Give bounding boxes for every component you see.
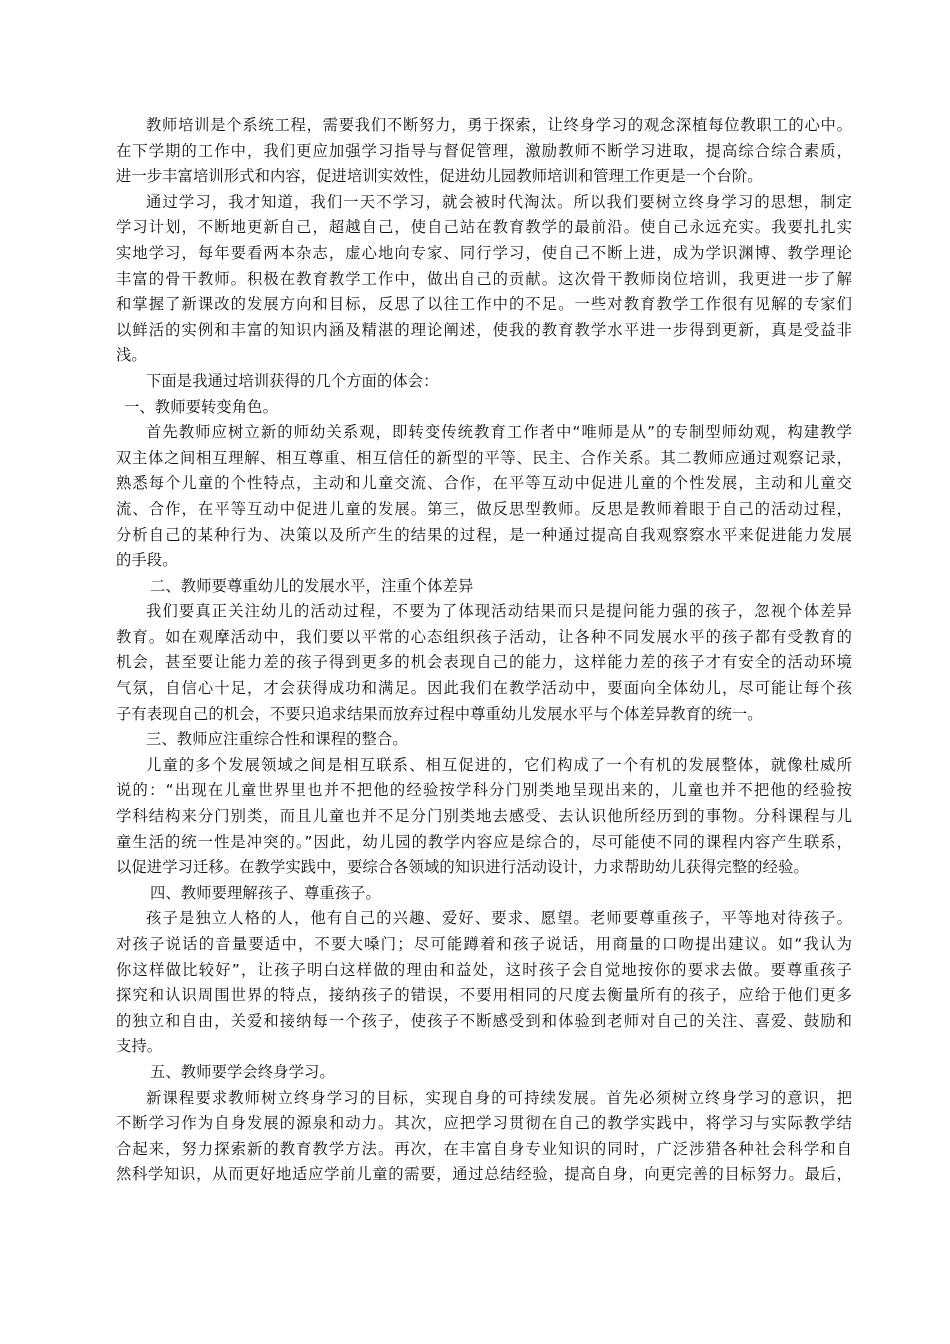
- text-line: 对孩子说话的音量要适中，不要大嗓门；尽可能蹲着和孩子说话，用商量的口吻提出建议。如“我认为: [116, 935, 852, 953]
- text-line: 和掌握了新课改的发展方向和目标，反思了以往工作中的不足。一些对教育教学工作很有见解的专家们: [116, 295, 852, 314]
- text-line: 气氛，自信心十足，才会获得成功和满足。因此我们在教学活动中，要面向全体幼儿，尽可能让每个孩: [116, 679, 852, 698]
- text-line: 双主体之间相互理解、相互尊重、相互信任的新型的平等、民主、合作关系。其二教师应通过观察记录，: [116, 448, 852, 467]
- text-line: 儿童的多个发展领域之间是相互联系、相互促进的，它们构成了一个有机的发展整体，就像杜威所: [146, 755, 852, 774]
- text-line: 流、合作，在平等互动中促进儿童的发展。第三，做反思型教师。反思是教师着眼于自己的活动过程，: [116, 499, 852, 518]
- text-line: 教育。如在观摩活动中，我们要以平常的心态组织孩子活动，让各种不同发展水平的孩子都有受教育的: [116, 627, 852, 646]
- text-line: 熟悉每个儿童的个性特点，主动和儿童交流、合作，在平等互动中促进儿童的个性发展，主动和儿童交: [116, 474, 852, 493]
- text-line: 支持。: [116, 1037, 163, 1056]
- text-line: 的独立和自由，关爱和接纳每一个孩子，使孩子不断感受到和体验到老师对自己的关注、喜爱、鼓励和: [116, 1011, 852, 1030]
- text-line: 的手段。: [116, 551, 178, 570]
- text-line: 说的：“出现在儿童世界里也并不把他的经验按学科分门别类地呈现出来的，儿童也并不把他的经验按: [116, 781, 852, 800]
- text-line: 我们要真正关注幼儿的活动过程，不要为了体现活动结果而只是提问能力强的孩子，忽视个体差异: [146, 602, 852, 621]
- text-line: 下面是我通过培训获得的几个方面的体会：: [146, 371, 439, 390]
- text-line: 你这样做比较好”，让孩子明白这样做的理由和益处，这时孩子会自觉地按你的要求去做。要尊重孩子: [116, 960, 852, 979]
- document-page: [116, 113, 852, 1188]
- text-line: 以鲜活的实例和丰富的知识内涵及精湛的理论阐述，使我的教育教学水平进一步得到更新，真是受益非: [116, 320, 852, 339]
- text-line: 合起来，努力探索新的教育教学方法。再次，在丰富自身专业知识的同时，广泛涉猎各种社会科学和自: [116, 1139, 852, 1158]
- text-line: 丰富的骨干教师。积极在教育教学工作中，做出自己的贡献。这次骨干教师岗位培训，我更进一步了解: [116, 269, 852, 288]
- text-line: 首先教师应树立新的师幼关系观，即转变传统教育工作者中“唯师是从”的专制型师幼观，构建教学: [146, 423, 852, 442]
- text-line: 童生活的统一性是冲突的。”因此，幼儿园的教学内容应是综合的，尽可能使不同的课程内容产生联系，: [116, 832, 852, 851]
- text-line: 在下学期的工作中，我们更应加强学习指导与督促管理，激励教师不断学习进取，提高综合综合素质，: [116, 141, 852, 160]
- text-line: 以促进学习迁移。在教学实践中，要综合各领域的知识进行活动设计，力求帮助幼儿获得完整的经验。: [116, 858, 809, 877]
- text-line: 孩子是独立人格的人，他有自己的兴趣、爱好、要求、愿望。老师要尊重孩子，平等地对待孩子。: [146, 909, 852, 928]
- section-heading: 三、教师应注重综合性和课程的整合。: [146, 730, 408, 749]
- section-heading: 五、教师要学会终身学习。: [150, 1062, 335, 1081]
- text-line: 分析自己的某种行为、决策以及所产生的结果的过程，是一种通过提高自我观察察水平来促进能力发展: [116, 525, 852, 544]
- text-line: 实地学习，每年要看两本杂志，虚心地向专家、同行学习，使自己不断上进，成为学识渊博、教学理论: [116, 243, 852, 262]
- section-heading: 一、教师要转变角色。: [124, 397, 278, 416]
- text-line: 新课程要求教师树立终身学习的目标，实现自身的可持续发展。首先必须树立终身学习的意识，把: [146, 1088, 852, 1107]
- text-line: 子有表现自己的机会，不要只追求结果而放弃过程中尊重幼儿发展水平与个体差异教育的统一。: [116, 704, 763, 723]
- text-line: 机会，甚至要让能力差的孩子得到更多的机会表现自己的能力，这样能力差的孩子才有安全的活动环境: [116, 653, 852, 672]
- text-line: 探究和认识周围世界的特点，接纳孩子的错误，不要用相同的尺度去衡量所有的孩子，应给于他们更多: [116, 986, 852, 1005]
- text-line: 进一步丰富培训形式和内容，促进培训实效性，促进幼儿园教师培训和管理工作更是一个台阶。: [116, 167, 763, 186]
- section-heading: 四、教师要理解孩子、尊重孩子。: [150, 883, 381, 902]
- text-line: 通过学习，我才知道，我们一天不学习，就会被时代淘汰。所以我们要树立终身学习的思想，制定: [146, 192, 852, 211]
- text-line: 浅。: [116, 346, 147, 365]
- text-line: 学科结构来分门别类，而且儿童也并不足分门别类地去感受、去认识他所经历到的事物。分科课程与儿: [116, 807, 852, 826]
- text-line: 学习计划，不断地更新自己，超越自己，使自己站在教育教学的最前沿。使自己永远充实。我要扎扎实: [116, 218, 852, 237]
- text-line: 教师培训是个系统工程，需要我们不断努力，勇于探索，让终身学习的观念深植每位教职工的心中。: [146, 116, 852, 134]
- section-heading: 二、教师要尊重幼儿的发展水平，注重个体差异: [150, 576, 474, 595]
- text-line: 不断学习作为自身发展的源泉和动力。其次，应把学习贯彻在自己的教学实践中，将学习与实际教学结: [116, 1114, 852, 1133]
- text-line: 然科学知识，从而更好地适应学前儿童的需要，通过总结经验，提高自身，向更完善的目标努力。最后，: [116, 1165, 852, 1184]
